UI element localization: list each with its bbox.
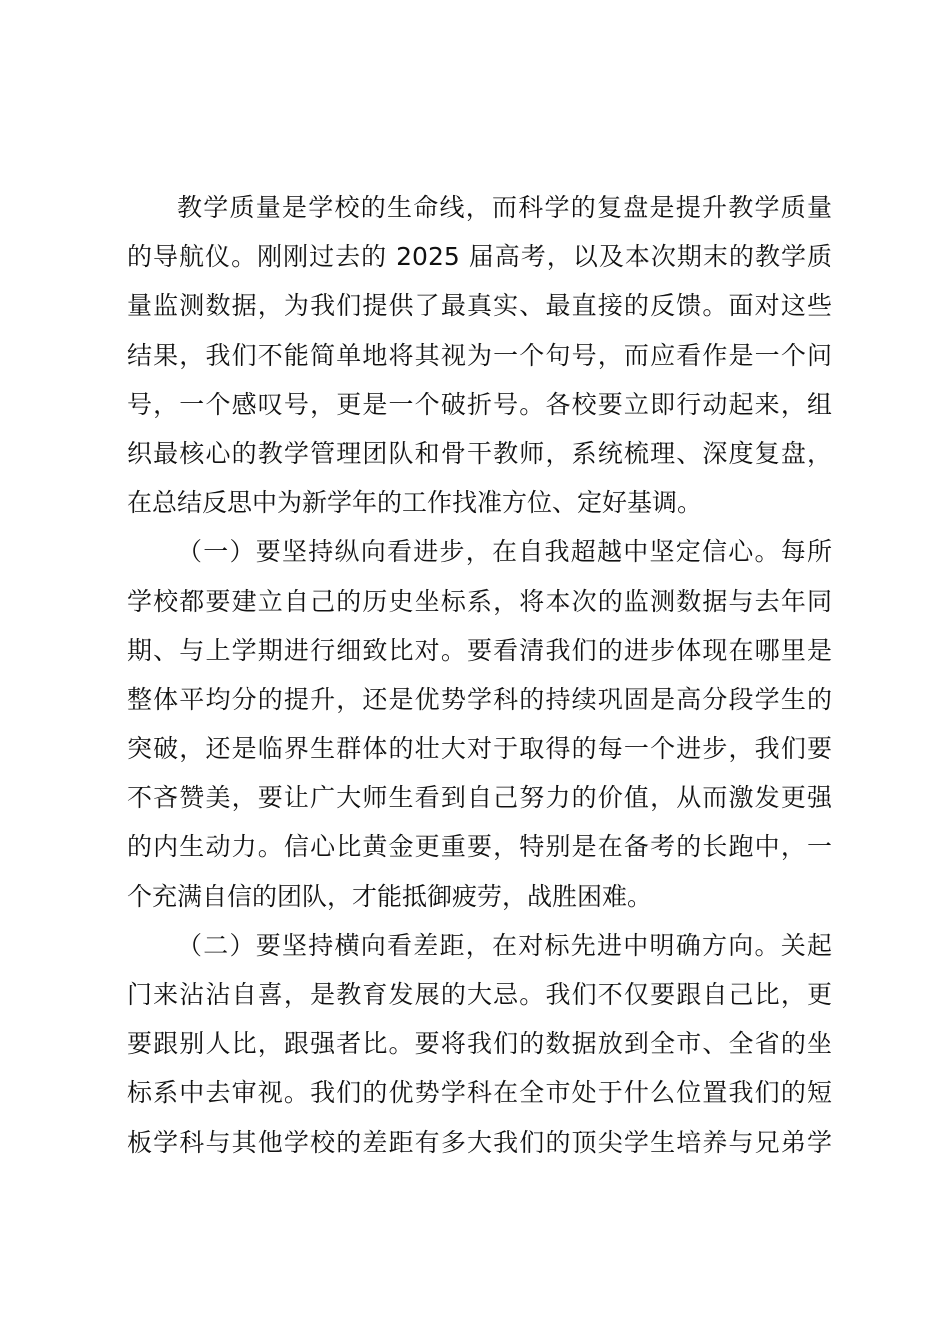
text-line: 教学质量是学校的生命线，而科学的复盘是提升教学质量 (177, 193, 832, 222)
text-line: 结果，我们不能简单地将其视为一个句号，而应看作是一个问 (127, 340, 832, 370)
text-line: 的导航仪。刚刚过去的 2025 届高考，以及本次期末的教学质 (127, 242, 832, 272)
document-body (127, 183, 832, 1167)
paragraph-intro (127, 183, 832, 527)
text-line: 不吝赞美，要让广大师生看到自己努力的价值，从而激发更强 (127, 783, 832, 813)
text-line: 标系中去审视。我们的优势学科在全市处于什么位置我们的短 (127, 1078, 832, 1108)
text-line: 织最核心的教学管理团队和骨干教师，系统梳理、深度复盘， (127, 438, 832, 468)
text-line: 要跟别人比，跟强者比。要将我们的数据放到全市、全省的坐 (127, 1029, 832, 1059)
text-line: （一）要坚持纵向看进步，在自我超越中坚定信心。每所 (177, 537, 832, 567)
text-line: 整体平均分的提升，还是优势学科的持续巩固是高分段学生的 (127, 684, 832, 714)
text-line: 量监测数据，为我们提供了最真实、最直接的反馈。面对这些 (127, 291, 832, 321)
text-line: 个充满自信的团队，才能抵御疲劳，战胜困难。 (127, 881, 653, 911)
text-line: 突破，还是临界生群体的壮大对于取得的每一个进步，我们要 (127, 734, 832, 764)
text-line: 学校都要建立自己的历史坐标系，将本次的监测数据与去年同 (127, 586, 832, 616)
paragraph-section-one (127, 527, 832, 921)
text-line: 在总结反思中为新学年的工作找准方位、定好基调。 (127, 488, 703, 518)
text-line: （二）要坚持横向看差距，在对标先进中明确方向。关起 (177, 930, 832, 960)
text-line: 号，一个感叹号，更是一个破折号。各校要立即行动起来，组 (127, 389, 832, 419)
text-line: 板学科与其他学校的差距有多大我们的顶尖学生培养与兄弟学 (127, 1127, 832, 1157)
text-line: 的内生动力。信心比黄金更重要，特别是在备考的长跑中，一 (127, 832, 832, 862)
text-line: 门来沾沾自喜，是教育发展的大忌。我们不仅要跟自己比，更 (127, 980, 832, 1009)
text-line: 期、与上学期进行细致比对。要看清我们的进步体现在哪里是 (127, 635, 832, 665)
paragraph-section-two (127, 921, 832, 1167)
